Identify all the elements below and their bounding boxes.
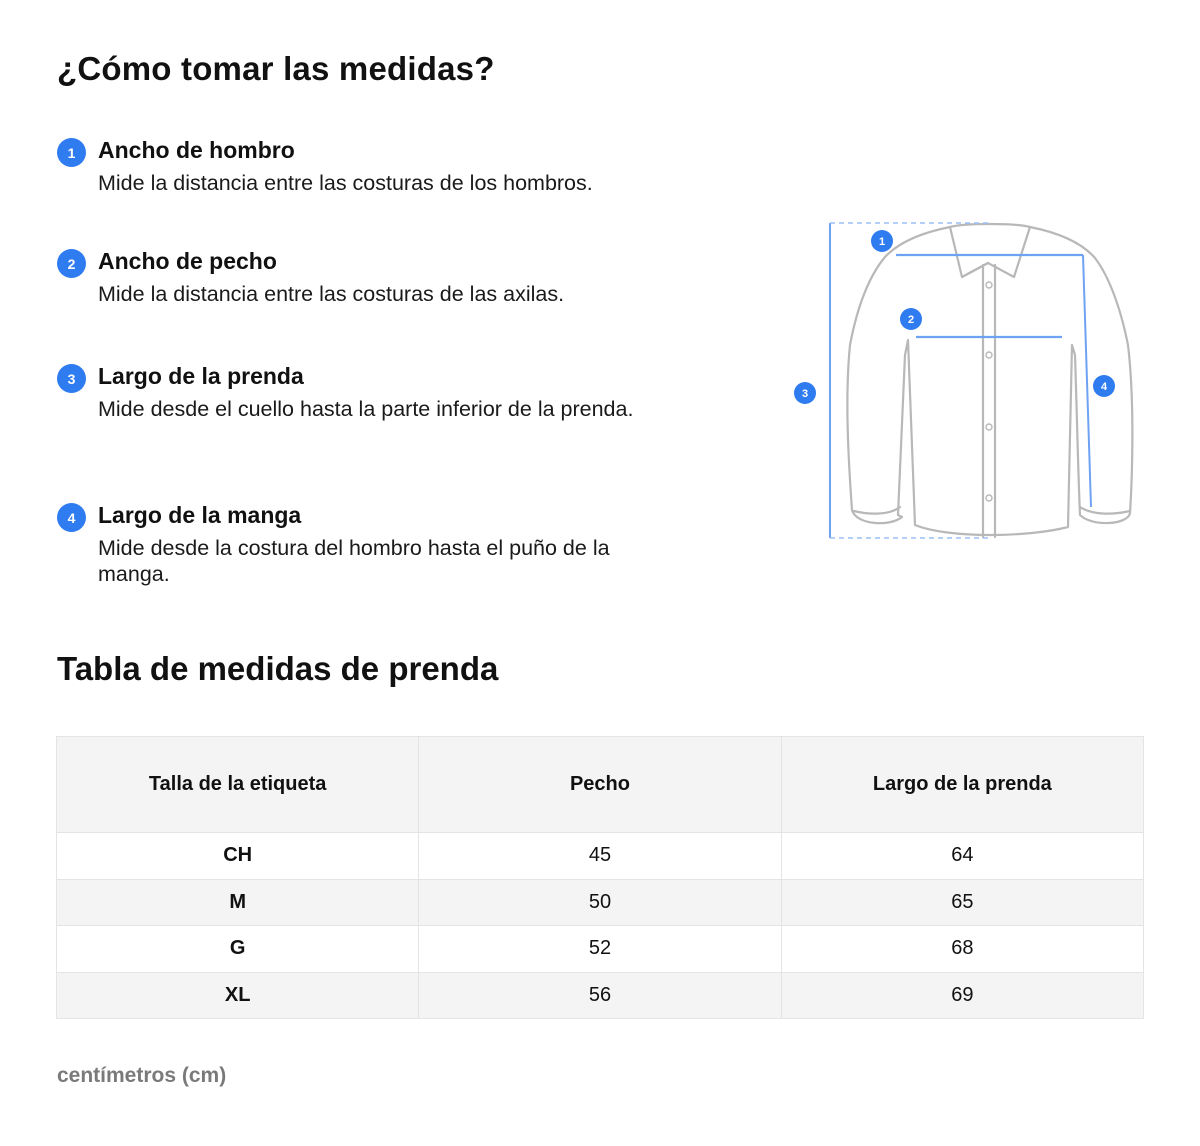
step-number-badge: 2 — [57, 249, 86, 278]
svg-text:1: 1 — [878, 236, 886, 248]
column-header-chest: Pecho — [419, 737, 781, 833]
step-title: Ancho de pecho — [98, 248, 277, 274]
button-icons — [986, 282, 992, 501]
shirt-measurement-diagram — [790, 215, 1140, 545]
svg-text:3: 3 — [801, 388, 809, 400]
chest-cell: 45 — [419, 833, 781, 880]
step-title: Ancho de hombro — [98, 137, 295, 163]
size-chart-table — [56, 736, 1144, 1019]
size-cell: G — [57, 926, 419, 973]
table-row — [57, 879, 1144, 926]
size-cell: XL — [57, 972, 419, 1019]
measure-line-sleeve — [1083, 255, 1091, 507]
table-title: Tabla de medidas de prenda — [57, 650, 499, 687]
step-title: Largo de la manga — [98, 502, 302, 528]
length-cell: 65 — [781, 879, 1143, 926]
table-row — [57, 833, 1144, 880]
svg-text:2: 2 — [907, 314, 915, 326]
table-row — [57, 926, 1144, 973]
marker-4 — [1093, 375, 1115, 397]
column-header-length: Largo de la prenda — [781, 737, 1143, 833]
step-title: Largo de la prenda — [98, 363, 304, 389]
table-header-row — [57, 737, 1144, 833]
step-description: Mide la distancia entre las costuras de las axilas. — [98, 282, 565, 306]
chest-cell: 56 — [419, 972, 781, 1019]
svg-text:4: 4 — [1100, 381, 1108, 393]
unit-note: centímetros (cm) — [57, 1064, 227, 1087]
marker-3 — [794, 382, 816, 404]
length-cell: 68 — [781, 926, 1143, 973]
chest-cell: 50 — [419, 879, 781, 926]
size-cell: CH — [57, 833, 419, 880]
step-number-badge: 1 — [57, 138, 86, 167]
marker-2 — [900, 308, 922, 330]
step-number-badge: 4 — [57, 503, 86, 532]
length-cell: 64 — [781, 833, 1143, 880]
step-description: Mide la distancia entre las costuras de los hombros. — [98, 171, 593, 195]
chest-cell: 52 — [419, 926, 781, 973]
column-header-size: Talla de la etiqueta — [57, 737, 419, 833]
page-title: ¿Cómo tomar las medidas? — [57, 50, 495, 87]
table-row — [57, 972, 1144, 1019]
marker-1 — [871, 230, 893, 252]
size-cell: M — [57, 879, 419, 926]
step-description: Mide desde la costura del hombro hasta el puño de la manga. — [98, 536, 610, 586]
step-number-badge: 3 — [57, 364, 86, 393]
length-cell: 69 — [781, 972, 1143, 1019]
step-description: Mide desde el cuello hasta la parte inferior de la prenda. — [98, 397, 634, 421]
